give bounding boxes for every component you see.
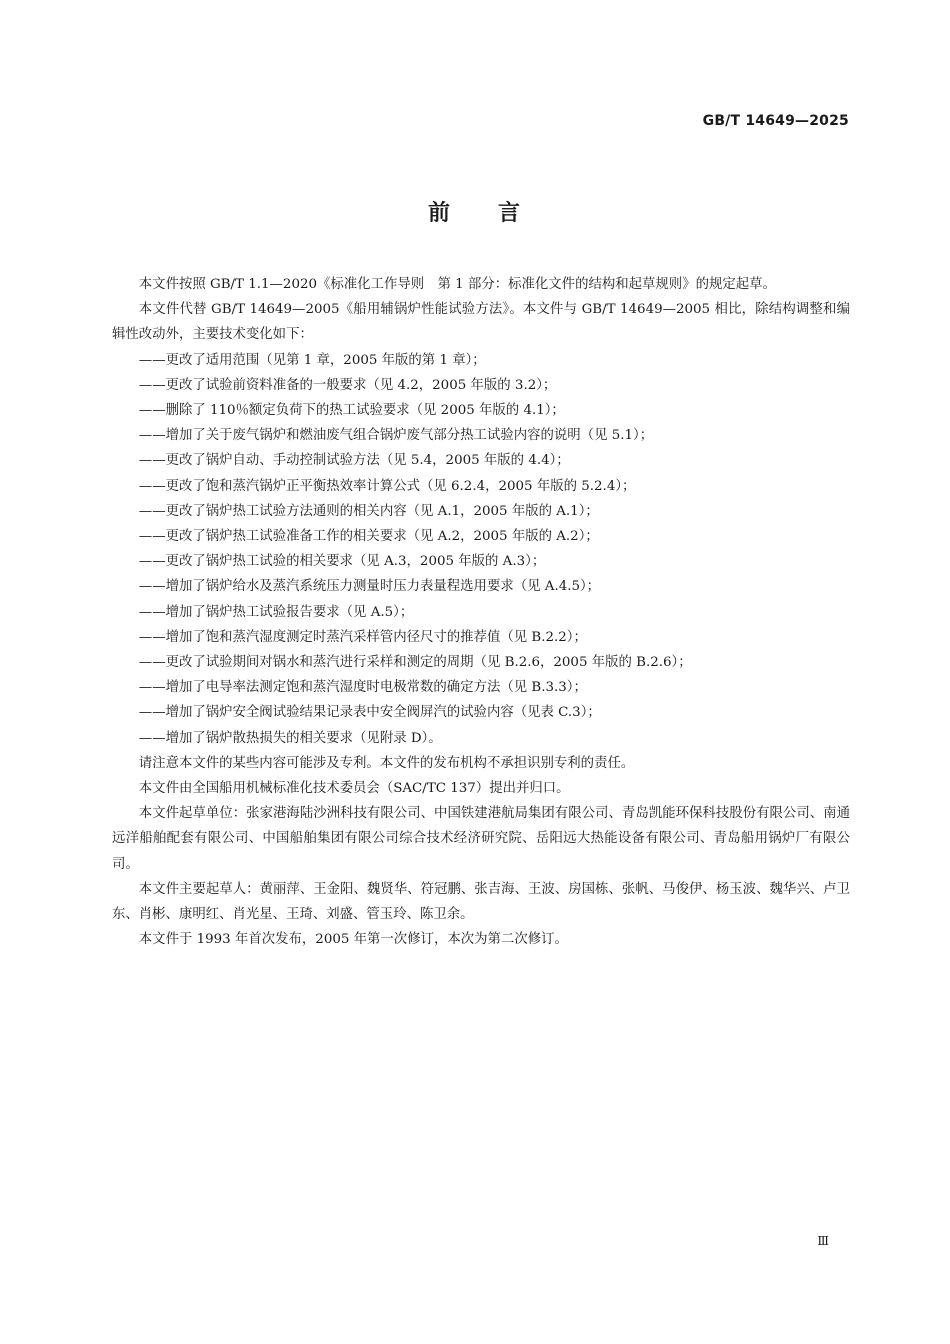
- list-item: ——更改了试验前资料准备的一般要求（见 4.2，2005 年版的 3.2）；: [138, 377, 557, 393]
- list-item: ——增加了锅炉安全阀试验结果记录表中安全阀屏汽的试验内容（见表 C.3）；: [138, 705, 601, 721]
- list-item: ——更改了锅炉热工试验的相关要求（见 A.3，2005 年版的 A.3）；: [138, 554, 546, 570]
- list-item: ——增加了锅炉热工试验报告要求（见 A.5）；: [138, 604, 414, 620]
- list-item: ——增加了电导率法测定饱和蒸汽湿度时电极常数的确定方法（见 B.3.3）；: [138, 680, 587, 696]
- paragraph-drafting-rules: 本文件按照 GB/T 1.1—2020《标准化工作导则 第 1 部分：标准化文件的结构和起草规则》的规定起草。: [138, 277, 776, 292]
- paragraph-replacement: 本文件代替 GB/T 14649—2005《船用辅锅炉性能试验方法》。本文件与 GB/T 14649—2005 相比，除结构调整和编辑性改动外，主要技术变化如下：: [112, 302, 850, 343]
- title-char-1: 前: [427, 201, 452, 226]
- list-item: ——增加了锅炉给水及蒸汽系统压力测量时压力表量程选用要求（见 A.4.5）；: [138, 579, 601, 595]
- list-item: ——更改了锅炉热工试验准备工作的相关要求（见 A.2，2005 年版的 A.2）；: [138, 529, 599, 545]
- page-title: [0, 196, 950, 227]
- list-item: ——增加了饱和蒸汽湿度测定时蒸汽采样管内径尺寸的推荐值（见 B.2.2）；: [138, 629, 587, 645]
- paragraph-drafters: 本文件主要起草人：黄丽萍、王金阳、魏贤华、符冠鹏、张吉海、王波、房国栋、张帆、马俊伊、杨玉波、魏华兴、卢卫东、肖彬、康明红、肖光星、王琦、刘盛、管玉玲、陈卫余。: [112, 881, 850, 923]
- paragraph-patent-notice: 请注意本文件的某些内容可能涉及专利。本文件的发布机构不承担识别专利的责任。: [138, 755, 635, 771]
- list-item: ——删除了 110％额定负荷下的热工试验要求（见 2005 年版的 4.1）；: [138, 403, 565, 419]
- list-item: ——更改了锅炉自动、手动控制试验方法（见 5.4，2005 年版的 4.4）；: [138, 453, 570, 469]
- page-number: Ⅲ: [817, 1234, 829, 1248]
- list-item: ——更改了试验期间对锅水和蒸汽进行采样和测定的周期（见 B.2.6，2005 年版的 B.2.6）；: [138, 655, 692, 671]
- list-item: ——增加了锅炉散热损失的相关要求（见附录 D）。: [138, 730, 442, 746]
- list-item: ——更改了适用范围（见第 1 章，2005 年版的第 1 章）；: [138, 352, 486, 368]
- standard-number: GB/T 14649—2025: [702, 113, 849, 129]
- changes-list: [112, 348, 850, 751]
- title-char-2: 言: [498, 201, 523, 226]
- paragraph-committee: 本文件由全国船用机械标准化技术委员会（SAC/TC 137）提出并归口。: [138, 781, 570, 797]
- foreword-body: [112, 272, 850, 952]
- paragraph-history: 本文件于 1993 年首次发布，2005 年第一次修订，本次为第二次修订。: [138, 932, 568, 948]
- paragraph-drafting-units: 本文件起草单位：张家港海陆沙洲科技有限公司、中国铁建港航局集团有限公司、青岛凯能环保科技股份有限公司、南通远洋船舶配套有限公司、中国船舶集团有限公司综合技术经济研究院、岳阳远大热能设备有限公司、青岛船用锅炉厂有限公司。: [112, 806, 850, 872]
- list-item: ——更改了饱和蒸汽锅炉正平衡热效率计算公式（见 6.2.4，2005 年版的 5.2.4）；: [138, 478, 636, 494]
- list-item: ——更改了锅炉热工试验方法通则的相关内容（见 A.1，2005 年版的 A.1）；: [138, 503, 599, 519]
- list-item: ——增加了关于废气锅炉和燃油废气组合锅炉废气部分热工试验内容的说明（见 5.1）；: [138, 428, 654, 444]
